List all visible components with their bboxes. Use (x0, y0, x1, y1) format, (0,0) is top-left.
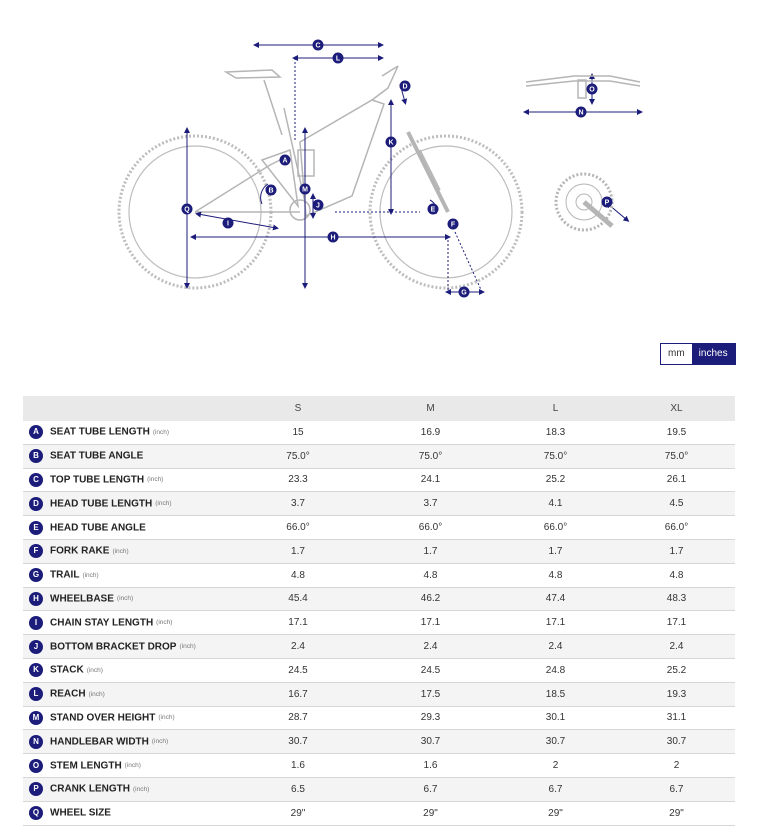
table-row (23, 492, 735, 516)
column-header-empty (23, 396, 228, 421)
row-label (23, 658, 228, 682)
measure-badge: B (29, 449, 43, 463)
measure-name: STAND OVER HEIGHT (50, 712, 156, 724)
measure-unit: (inch) (86, 666, 103, 674)
svg-text:O: O (589, 86, 595, 94)
measure-unit: (inch) (88, 690, 105, 698)
table-cell: 1.6 (228, 754, 368, 778)
row-label (23, 611, 228, 635)
table-row (23, 611, 735, 635)
svg-text:A: A (282, 157, 288, 165)
svg-text:Q: Q (184, 206, 190, 214)
table-row (23, 468, 735, 492)
measure-name: WHEEL SIZE (50, 807, 111, 819)
measure-badge: L (29, 687, 43, 701)
svg-text:I: I (227, 220, 229, 228)
row-label (23, 801, 228, 825)
table-cell: 30.7 (368, 730, 493, 754)
table-row (23, 587, 735, 611)
row-label (23, 730, 228, 754)
table-row (23, 658, 735, 682)
diagram-badge-q (182, 204, 193, 215)
measure-badge: Q (29, 806, 43, 820)
diagram-badge-f (448, 219, 459, 230)
table-row (23, 516, 735, 540)
table-cell: 4.8 (618, 563, 735, 587)
table-cell: 30.7 (493, 730, 618, 754)
table-cell: 30.7 (228, 730, 368, 754)
table-cell: 66.0° (618, 516, 735, 540)
row-label (23, 706, 228, 730)
diagram-badge-o (587, 84, 598, 95)
measure-name: FORK RAKE (50, 545, 110, 557)
table-row (23, 539, 735, 563)
table-cell: 17.5 (368, 682, 493, 706)
measure-name: SEAT TUBE ANGLE (50, 450, 144, 462)
table-cell: 29" (368, 801, 493, 825)
measure-unit: (inch) (158, 714, 175, 722)
inches-toggle-button[interactable]: inches (692, 344, 735, 364)
diagram-badge-e (428, 204, 439, 215)
table-cell: 6.7 (618, 777, 735, 801)
svg-text:K: K (388, 139, 394, 147)
table-cell: 31.1 (618, 706, 735, 730)
table-cell: 30.1 (493, 706, 618, 730)
measure-unit: (inch) (82, 571, 99, 579)
measure-name: CRANK LENGTH (50, 783, 130, 795)
table-cell: 6.5 (228, 777, 368, 801)
table-cell: 66.0° (493, 516, 618, 540)
table-cell: 75.0° (228, 444, 368, 468)
column-header-l: L (493, 396, 618, 421)
row-label (23, 539, 228, 563)
table-cell: 6.7 (368, 777, 493, 801)
table-cell: 6.7 (493, 777, 618, 801)
measure-unit: (inch) (152, 428, 170, 436)
svg-text:C: C (315, 42, 321, 50)
table-cell: 17.1 (368, 611, 493, 635)
table-cell: 16.7 (228, 682, 368, 706)
svg-text:G: G (461, 289, 467, 297)
row-label (23, 587, 228, 611)
table-cell: 24.5 (228, 658, 368, 682)
measure-unit: (inch) (133, 785, 150, 793)
measure-badge: A (29, 425, 43, 439)
diagram-badge-c (313, 40, 324, 51)
diagram-badge-d (400, 81, 411, 92)
table-cell: 24.1 (368, 468, 493, 492)
table-row (23, 754, 735, 778)
column-header-m: M (368, 396, 493, 421)
table-cell: 17.1 (228, 611, 368, 635)
table-cell: 15 (228, 421, 368, 444)
measure-name: STACK (50, 664, 84, 676)
table-row (23, 635, 735, 659)
measure-badge: P (29, 782, 43, 796)
measure-badge: H (29, 592, 43, 606)
table-cell: 24.8 (493, 658, 618, 682)
table-cell: 29" (493, 801, 618, 825)
table-cell: 66.0° (368, 516, 493, 540)
measure-badge: N (29, 735, 43, 749)
measure-name: CHAIN STAY LENGTH (50, 617, 154, 629)
table-cell: 2.4 (618, 635, 735, 659)
measure-badge: J (29, 640, 43, 654)
table-cell: 3.7 (368, 492, 493, 516)
table-cell: 25.2 (493, 468, 618, 492)
column-header-xl: XL (618, 396, 735, 421)
measurement-lines (187, 42, 640, 292)
measure-badge: G (29, 568, 43, 582)
svg-text:D: D (402, 83, 408, 91)
mm-toggle-button[interactable]: mm (661, 344, 692, 364)
diagram-badge-k (386, 137, 397, 148)
table-cell: 4.8 (228, 563, 368, 587)
table-cell: 28.7 (228, 706, 368, 730)
measure-name: TOP TUBE LENGTH (50, 474, 145, 486)
measure-name: WHEELBASE (50, 593, 114, 605)
diagram-badge-g (459, 287, 470, 298)
measure-badge: C (29, 473, 43, 487)
measure-unit: (inch) (116, 595, 134, 603)
table-row (23, 444, 735, 468)
row-label (23, 777, 228, 801)
table-cell: 1.7 (618, 539, 735, 563)
geometry-table (23, 396, 735, 826)
measure-unit: (inch) (112, 547, 129, 555)
svg-text:F: F (450, 221, 456, 229)
table-row (23, 421, 735, 444)
table-cell: 29" (228, 801, 368, 825)
table-cell: 19.3 (618, 682, 735, 706)
table-cell: 19.5 (618, 421, 735, 444)
table-cell: 1.7 (228, 539, 368, 563)
diagram-badge-b (266, 185, 277, 196)
table-cell: 46.2 (368, 587, 493, 611)
measure-unit: (inch) (179, 643, 196, 651)
row-label (23, 682, 228, 706)
diagram-badge-n (576, 107, 587, 118)
table-row (23, 730, 735, 754)
measure-name: STEM LENGTH (50, 760, 122, 772)
table-row (23, 777, 735, 801)
table-cell: 2.4 (493, 635, 618, 659)
unit-toggle (660, 343, 736, 365)
table-row (23, 706, 735, 730)
diagram-badge-m (300, 184, 311, 195)
table-cell: 24.5 (368, 658, 493, 682)
table-cell: 45.4 (228, 587, 368, 611)
row-label (23, 516, 228, 540)
table-cell: 4.8 (368, 563, 493, 587)
svg-text:N: N (578, 109, 584, 117)
table-header-row (23, 396, 735, 421)
table-cell: 4.1 (493, 492, 618, 516)
table-cell: 75.0° (493, 444, 618, 468)
diagram-badge-l (333, 53, 344, 64)
row-label (23, 563, 228, 587)
svg-text:H: H (330, 234, 336, 242)
table-cell: 2 (493, 754, 618, 778)
row-label (23, 754, 228, 778)
row-label (23, 635, 228, 659)
measure-badge: F (29, 544, 43, 558)
svg-text:L: L (335, 55, 341, 63)
bike-geometry-diagram (0, 0, 784, 335)
row-label (23, 444, 228, 468)
table-cell: 3.7 (228, 492, 368, 516)
diagram-badge-i (223, 218, 234, 229)
table-cell: 23.3 (228, 468, 368, 492)
table-row (23, 682, 735, 706)
table-cell: 30.7 (618, 730, 735, 754)
table-cell: 1.7 (493, 539, 618, 563)
table-cell: 75.0° (618, 444, 735, 468)
table-cell: 17.1 (493, 611, 618, 635)
measure-badge: E (29, 521, 43, 535)
measure-badge: O (29, 759, 43, 773)
measure-badge: D (29, 497, 43, 511)
table-cell: 16.9 (368, 421, 493, 444)
column-header-s: S (228, 396, 368, 421)
table-cell: 47.4 (493, 587, 618, 611)
svg-text:P: P (604, 199, 610, 207)
table-cell: 1.6 (368, 754, 493, 778)
table-cell: 66.0° (228, 516, 368, 540)
measure-unit: (inch) (155, 500, 172, 508)
diagram-badge-p (602, 197, 613, 208)
diagram-badge-h (328, 232, 339, 243)
table-row (23, 563, 735, 587)
table-cell: 26.1 (618, 468, 735, 492)
svg-text:E: E (430, 206, 436, 214)
table-cell: 18.5 (493, 682, 618, 706)
handlebar-detail (526, 76, 640, 98)
table-cell: 25.2 (618, 658, 735, 682)
measure-badge: K (29, 663, 43, 677)
table-cell: 2.4 (368, 635, 493, 659)
table-cell: 48.3 (618, 587, 735, 611)
diagram-badge-a (280, 155, 291, 166)
table-cell: 2 (618, 754, 735, 778)
table-cell: 29.3 (368, 706, 493, 730)
table-cell: 2.4 (228, 635, 368, 659)
bike-frame (195, 66, 448, 220)
svg-text:J: J (316, 202, 320, 210)
measure-unit: (inch) (124, 762, 141, 770)
measure-name: REACH (50, 688, 86, 700)
row-label (23, 468, 228, 492)
row-label (23, 492, 228, 516)
table-cell: 29" (618, 801, 735, 825)
diagram-badge-j (313, 200, 324, 211)
measure-unit: (inch) (147, 476, 164, 484)
table-row (23, 801, 735, 825)
measure-name: HANDLEBAR WIDTH (50, 736, 149, 748)
measure-unit: (inch) (156, 619, 173, 627)
table-cell: 17.1 (618, 611, 735, 635)
measure-name: BOTTOM BRACKET DROP (50, 641, 177, 653)
table-cell: 4.8 (493, 563, 618, 587)
table-cell: 75.0° (368, 444, 493, 468)
measure-badge: I (29, 616, 43, 630)
table-cell: 1.7 (368, 539, 493, 563)
measure-unit: (inch) (151, 738, 169, 746)
svg-text:B: B (268, 187, 274, 195)
measure-name: TRAIL (50, 569, 80, 581)
row-label (23, 421, 228, 444)
measure-name: HEAD TUBE LENGTH (50, 498, 153, 510)
svg-text:M: M (302, 186, 308, 194)
measure-name: SEAT TUBE LENGTH (50, 426, 150, 438)
measure-name: HEAD TUBE ANGLE (50, 522, 146, 534)
table-cell: 18.3 (493, 421, 618, 444)
table-cell: 4.5 (618, 492, 735, 516)
measure-badge: M (29, 711, 43, 725)
